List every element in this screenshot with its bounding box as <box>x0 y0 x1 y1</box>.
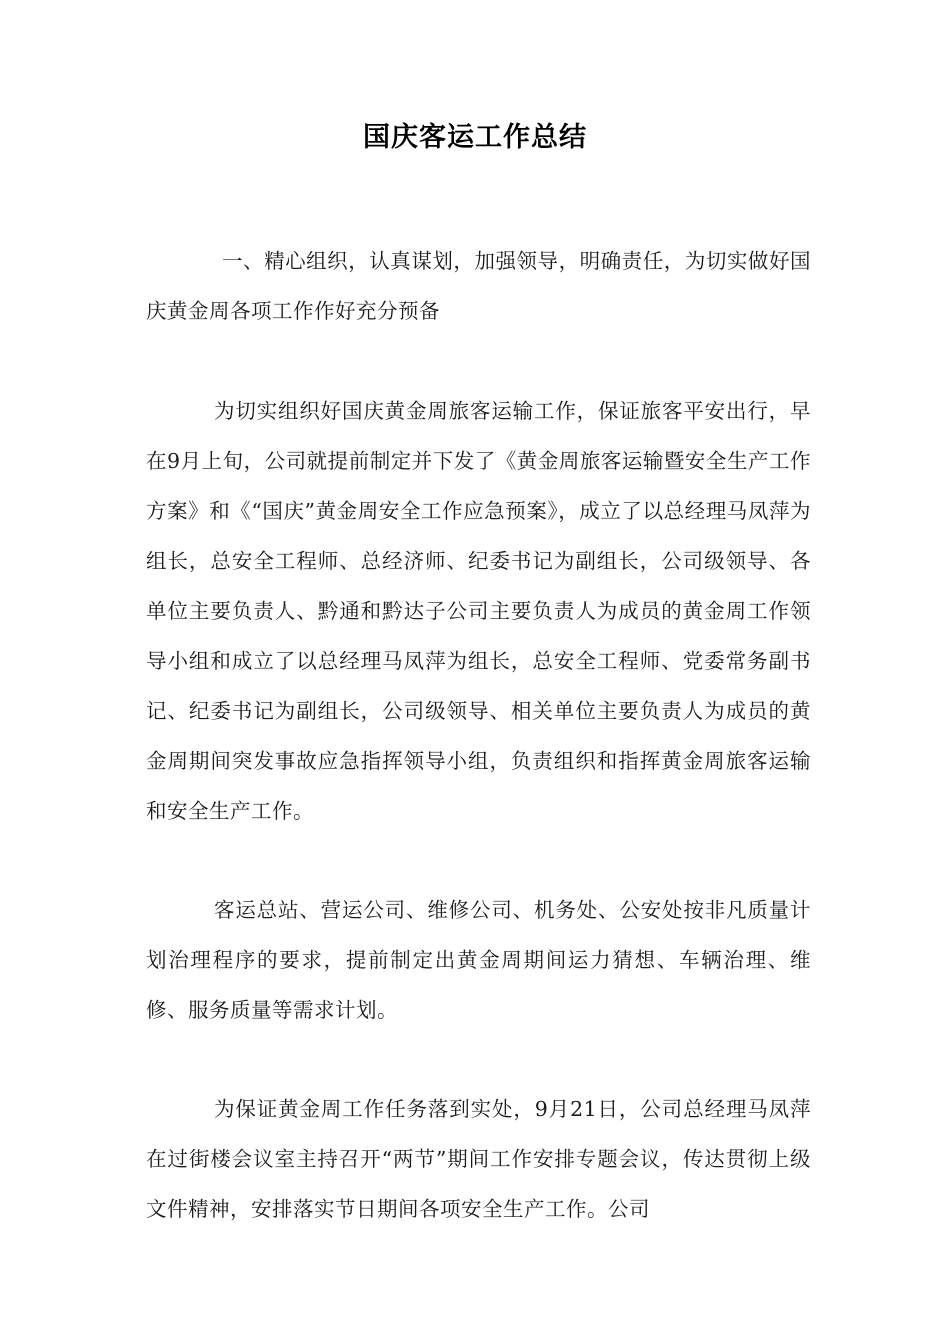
paragraph-organization: 为切实组织好国庆黄金周旅客运输工作，保证旅客平安出行，早在9月上旬，公司就提前制定并下发了《黄金周旅客运输暨安全生产工作方案》和《“国庆”黄金周安全工作应急预案》，成立了以总经理马凤萍为组长，总安全工程师、总经济师、纪委书记为副组长，公司级领导、各单位主要负责人、黔通和黔达子公司主要负责人为成员的黄金周工作领导小组和成立了以总经理马凤萍为组长，总安全工程师、党委常务副书记、纪委书记为副组长，公司级领导、相关单位主要负责人为成员的黄金周期间突发事故应急指挥领导小组，负责组织和指挥黄金周旅客运输和安全生产工作。 <box>146 399 811 823</box>
paragraph-section-heading: 一、精心组织，认真谋划，加强领导，明确责任，为切实做好国庆黄金周各项工作作好充分预备 <box>146 249 811 323</box>
paragraph-planning: 客运总站、营运公司、维修公司、机务处、公安处按非凡质量计划治理程序的要求，提前制定出黄金周期间运力猜想、车辆治理、维修、服务质量等需求计划。 <box>146 898 811 1022</box>
document-title: 国庆客运工作总结 <box>363 122 587 153</box>
paragraph-meeting: 为保证黄金周工作任务落到实处，9月21日，公司总经理马凤萍在过街楼会议室主持召开“两节”期间工作安排专题会议，传达贯彻上级文件精神，安排落实节日期间各项安全生产工作。公司 <box>146 1097 811 1221</box>
